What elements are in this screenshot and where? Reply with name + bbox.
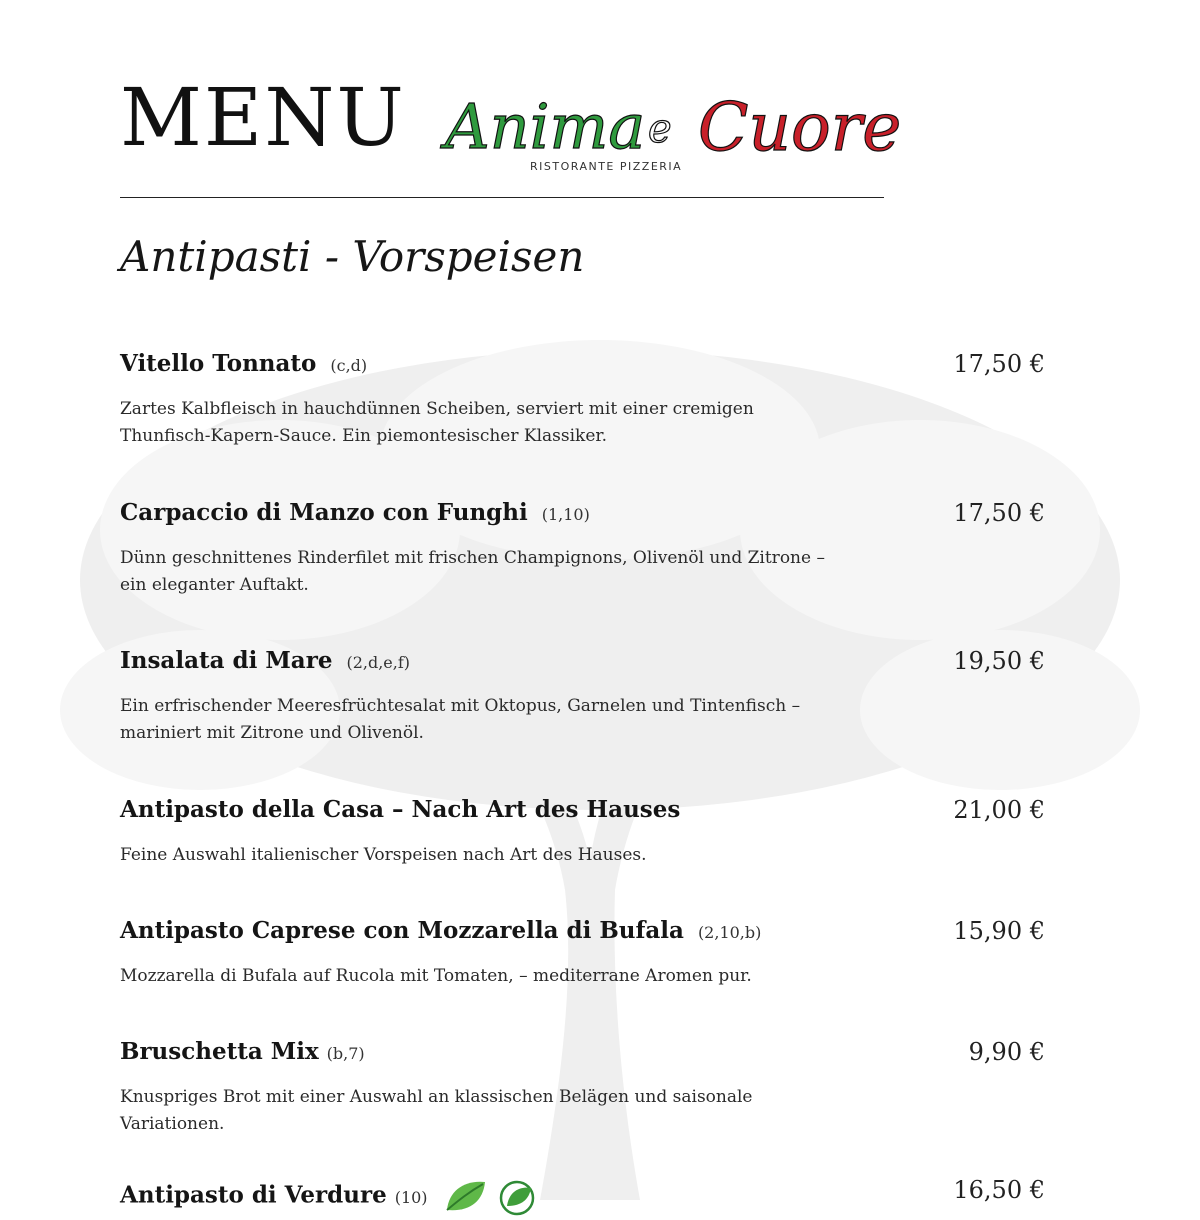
section-title: Antipasti - Vorspeisen — [120, 232, 585, 281]
menu-item-header — [120, 917, 1045, 951]
menu-item-allergens: (1,10) — [541, 505, 590, 524]
menu-item-name: Vitello Tonnato — [120, 350, 317, 377]
menu-item-price: 19,50 € — [953, 647, 1045, 675]
menu-item-description: Ein erfrischender Meeresfrüchtesalat mit Oktopus, Garnelen und Tintenfisch – mariniert mit Zitrone und Olivenöl. — [120, 696, 801, 743]
menu-item-allergens: (2,10,b) — [697, 923, 762, 942]
menu-item-header — [120, 796, 1045, 830]
menu-item-name: Antipasto della Casa – Nach Art des Hauses — [120, 796, 681, 823]
menu-item-name: Antipasto Caprese con Mozzarella di Bufala — [120, 917, 684, 944]
menu-item-price: 15,90 € — [953, 917, 1045, 945]
menu-item — [120, 1038, 1045, 1138]
menu-item-price: 9,90 € — [968, 1038, 1045, 1066]
restaurant-logo — [440, 60, 902, 185]
menu-item — [120, 350, 1045, 450]
menu-item — [120, 499, 1045, 599]
menu-item-header — [120, 1038, 1045, 1072]
vegetarian-leaf-icon — [447, 1182, 485, 1211]
menu-item-header — [120, 647, 1045, 681]
menu-item — [120, 1176, 1045, 1210]
menu-item-description: Feine Auswahl italienischer Vorspeisen nach Art des Hauses. — [120, 845, 647, 865]
logo-subtitle: RISTORANTE PIZZERIA — [530, 160, 683, 173]
menu-item-price: 16,50 € — [953, 1176, 1045, 1204]
menu-header — [120, 60, 902, 205]
menu-item-description: Mozzarella di Bufala auf Rucola mit Tomaten, – mediterrane Aromen pur. — [120, 966, 752, 986]
menu-item — [120, 796, 1045, 869]
menu-item — [120, 647, 1045, 747]
header-divider — [120, 197, 884, 198]
menu-item-allergens: (b,7) — [326, 1044, 365, 1063]
menu-item-description: Zartes Kalbfleisch in hauchdünnen Scheiben, serviert mit einer cremigen Thunfisch-Kapern-Sauce. Ein piemontesischer Klassiker. — [120, 399, 754, 446]
menu-item-header — [120, 1176, 1045, 1210]
logo-word-cuore: Cuore — [698, 89, 902, 166]
menu-heading: MENU — [120, 71, 406, 164]
menu-item-price: 17,50 € — [953, 350, 1045, 378]
vegan-badge-icon — [501, 1182, 533, 1214]
menu-item-name: Carpaccio di Manzo con Funghi — [120, 499, 528, 526]
menu-item-allergens: (c,d) — [330, 356, 368, 375]
menu-item-allergens: (2,d,e,f) — [346, 653, 411, 672]
menu-item-description: Dünn geschnittenes Rinderfilet mit frischen Champignons, Olivenöl und Zitrone – ein eleganter Auftakt. — [120, 548, 825, 595]
menu-item-name: Bruschetta Mix — [120, 1038, 319, 1065]
menu-item-allergens: (10) — [394, 1187, 428, 1207]
logo-word-e: e — [648, 106, 672, 152]
menu-item-price: 17,50 € — [953, 499, 1045, 527]
menu-item-price: 21,00 € — [953, 796, 1045, 824]
menu-item-header — [120, 499, 1045, 533]
menu-item-name: Insalata di Mare — [120, 647, 333, 674]
menu-item-description: Knuspriges Brot mit einer Auswahl an klassischen Belägen und saisonale Variationen. — [120, 1087, 753, 1134]
menu-item-name: Antipasto di Verdure — [120, 1181, 387, 1209]
menu-item-header — [120, 350, 1045, 384]
logo-word-anima: Anima — [445, 90, 646, 163]
menu-item — [120, 917, 1045, 990]
diet-icons — [443, 1176, 543, 1220]
